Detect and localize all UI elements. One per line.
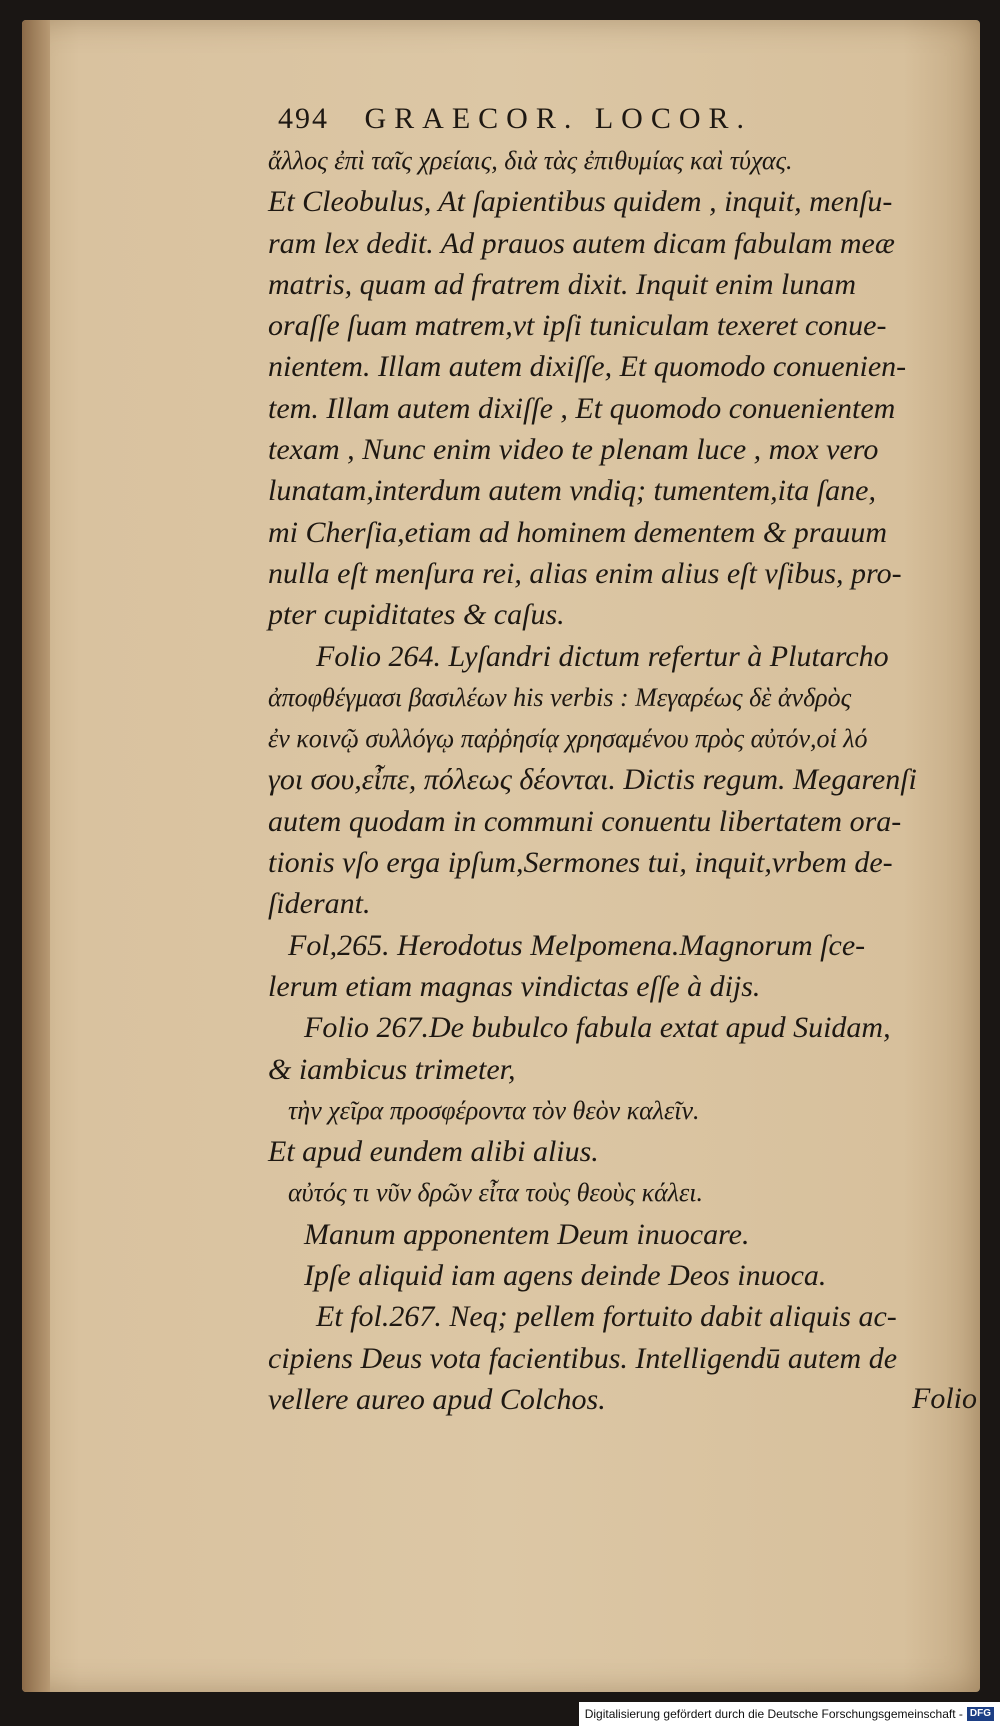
text-line: Folio 264. Lyſandri dictum refertur à Plutarcho xyxy=(316,639,889,673)
text-line: texam , Nunc enim video te plenam luce , mox vero xyxy=(268,433,879,467)
page-number: 494 xyxy=(278,102,329,135)
text-line: Et Cleobulus, At ſapientibus quidem , inquit, menſu- xyxy=(268,185,893,219)
credit-text: Digitalisierung gefördert durch die Deutsche Forschungsgemeinschaft - xyxy=(584,1707,963,1721)
text-line: tionis vſo erga ipſum,Sermones tui, inquit,vrbem de- xyxy=(268,846,893,880)
text-line: ram lex dedit. Ad prauos autem dicam fabulam meæ xyxy=(268,226,895,260)
text-line: Et apud eundem alibi alius. xyxy=(268,1135,599,1169)
page-header xyxy=(278,98,898,140)
text-line: mi Cherſia,etiam ad hominem dementem & prauum xyxy=(268,515,888,549)
text-line: Ipſe aliquid iam agens deinde Deos inuoca. xyxy=(304,1259,827,1293)
text-line: vellere aureo apud Colchos. xyxy=(268,1382,606,1416)
text-line: Folio 267.De bubulco fabula extat apud Suidam, xyxy=(304,1011,891,1045)
text-line: ἐν κοινῷ συλλόγῳ παῤῥησίᾳ χρησαμένου πρὸς αὐτόν,οἱ λό xyxy=(268,724,868,754)
text-line: autem quodam in communi conuentu libertatem ora- xyxy=(268,804,902,838)
text-line: Manum apponentem Deum inuocare. xyxy=(304,1217,750,1251)
text-line: γοι σου,εἶπε, πόλεως δέονται. Dictis regum. Megarenſi xyxy=(268,763,917,797)
page-edge xyxy=(22,20,50,1692)
text-line: nulla eſt menſura rei, alias enim alius eſt vſibus, pro- xyxy=(268,556,902,590)
text-line: ἀποφθέγμασι βασιλέων his verbis : Μεγαρέως δὲ ἀνδρὸς xyxy=(268,682,852,712)
catchword: Folio xyxy=(912,1382,977,1415)
text-line: pter cupiditates & caſus. xyxy=(268,598,565,632)
digitization-credit xyxy=(579,1702,1000,1726)
text-line: Fol,265. Herodotus Melpomena.Magnorum ſce- xyxy=(288,928,866,962)
text-line: ſiderant. xyxy=(268,887,371,921)
text-line: lerum etiam magnas vindictas eſſe à dijs. xyxy=(268,969,761,1003)
text-line: Et fol.267. Neq; pellem fortuito dabit aliquis ac- xyxy=(316,1300,897,1334)
text-line: nientem. Illam autem dixiſſe, Et quomodo conuenien- xyxy=(268,350,907,384)
text-line: lunatam,interdum autem vndiq; tumentem,ita ſane, xyxy=(268,474,876,508)
text-line: & iambicus trimeter, xyxy=(268,1052,516,1086)
text-line: cipiens Deus vota facientibus. Intelligendū autem de xyxy=(268,1341,898,1375)
text-line: oraſſe ſuam matrem,vt ipſi tuniculam texeret conue- xyxy=(268,309,887,343)
dfg-logo: DFG xyxy=(967,1707,994,1721)
text-line: tem. Illam autem dixiſſe , Et quomodo conuenientem xyxy=(268,391,896,425)
text-line: τὴν χεῖρα προσφέροντα τὸν θεὸν καλεῖν. xyxy=(288,1095,700,1125)
text-line: ἄλλος ἐπὶ ταῖς χρείαις, διὰ τὰς ἐπιθυμίας καὶ τύχας. xyxy=(268,146,793,175)
text-line: αὐτός τι νῦν δρῶν εἶτα τοὺς θεοὺς κάλει. xyxy=(288,1178,704,1208)
text-line: matris, quam ad fratrem dixit. Inquit enim lunam xyxy=(268,267,857,301)
page-body xyxy=(268,140,988,1420)
running-head: GRAECOR. LOCOR. xyxy=(364,102,753,135)
